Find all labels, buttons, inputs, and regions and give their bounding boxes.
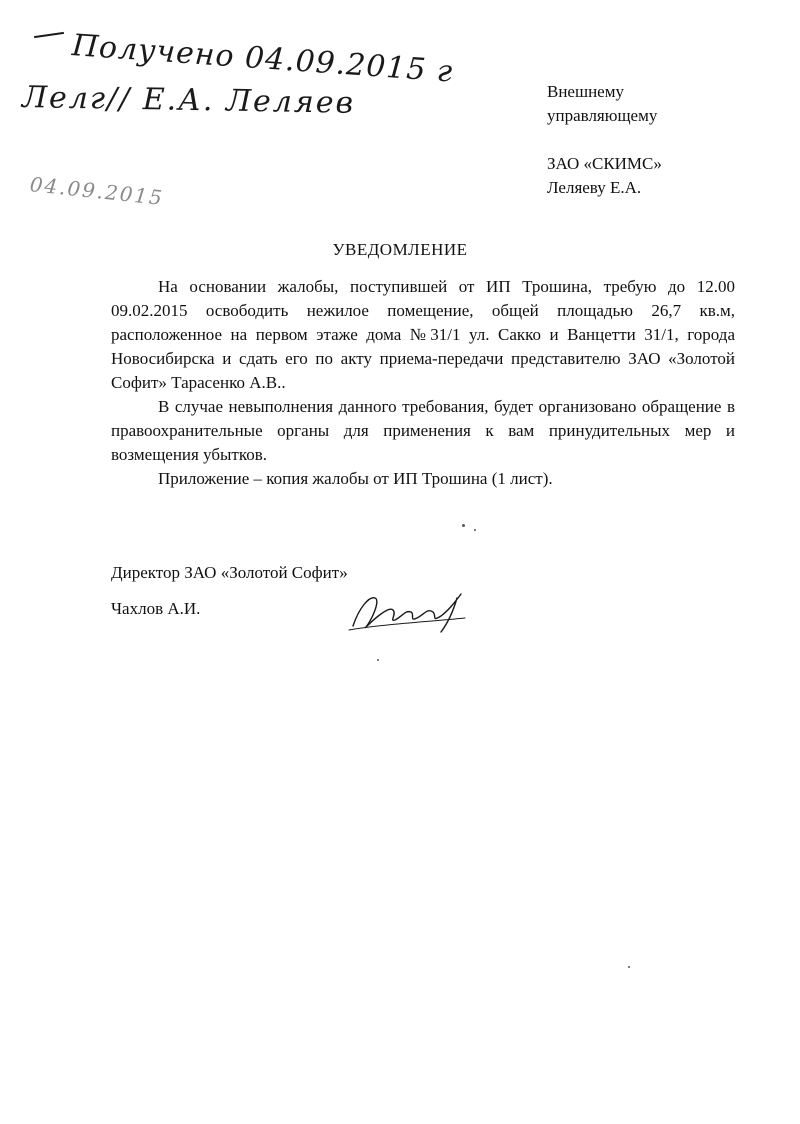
handwritten-annotation (0, 0, 460, 230)
handwritten-dash (34, 32, 64, 38)
addressee-block (547, 80, 787, 200)
addressee-line-3: ЗАО «СКИМС» (547, 154, 662, 173)
body-paragraph-2: В случае невыполнения данного требования, будет организовано обращение в правоохранительные органы для применения к вам принудительных мер и возмещения убытков. (111, 397, 735, 464)
addressee-line-1: Внешнему (547, 82, 624, 101)
handwritten-signature (345, 588, 485, 638)
scan-speck (462, 524, 465, 527)
document-title: УВЕДОМЛЕНИЕ (332, 240, 468, 259)
document-body (111, 275, 735, 491)
body-paragraph-1: На основании жалобы, поступившей от ИП Трошина, требую до 12.00 09.02.2015 освободить нежилое помещение, общей площадью 26,7 кв.м, расположенное на первом этаже дома №31/1 ул. Сакко и Ванцетти 31/1, города Новосибирска и сдать его по акту приема-передачи представителю ЗАО «Золотой Софит» Тарасенко А.В.. (111, 277, 735, 392)
received-note: Получено 04.09.2015 г (70, 28, 455, 90)
addressee-line-2: управляющему (547, 106, 658, 125)
scan-speck (377, 659, 379, 661)
addressee-line-4: Леляеву Е.А. (547, 178, 642, 197)
signer-title: Директор ЗАО «Золотой Софит» (111, 563, 348, 582)
scan-speck (474, 529, 476, 531)
faint-date-note: 04.09.2015 (28, 172, 166, 210)
body-paragraph-3: Приложение – копия жалобы от ИП Трошина (1 лист). (158, 469, 553, 488)
scan-speck (628, 966, 630, 968)
signer-name: Чахлов А.И. (111, 599, 201, 618)
receiver-signature-note: Лелг// Е.А. Леляев (21, 80, 356, 121)
